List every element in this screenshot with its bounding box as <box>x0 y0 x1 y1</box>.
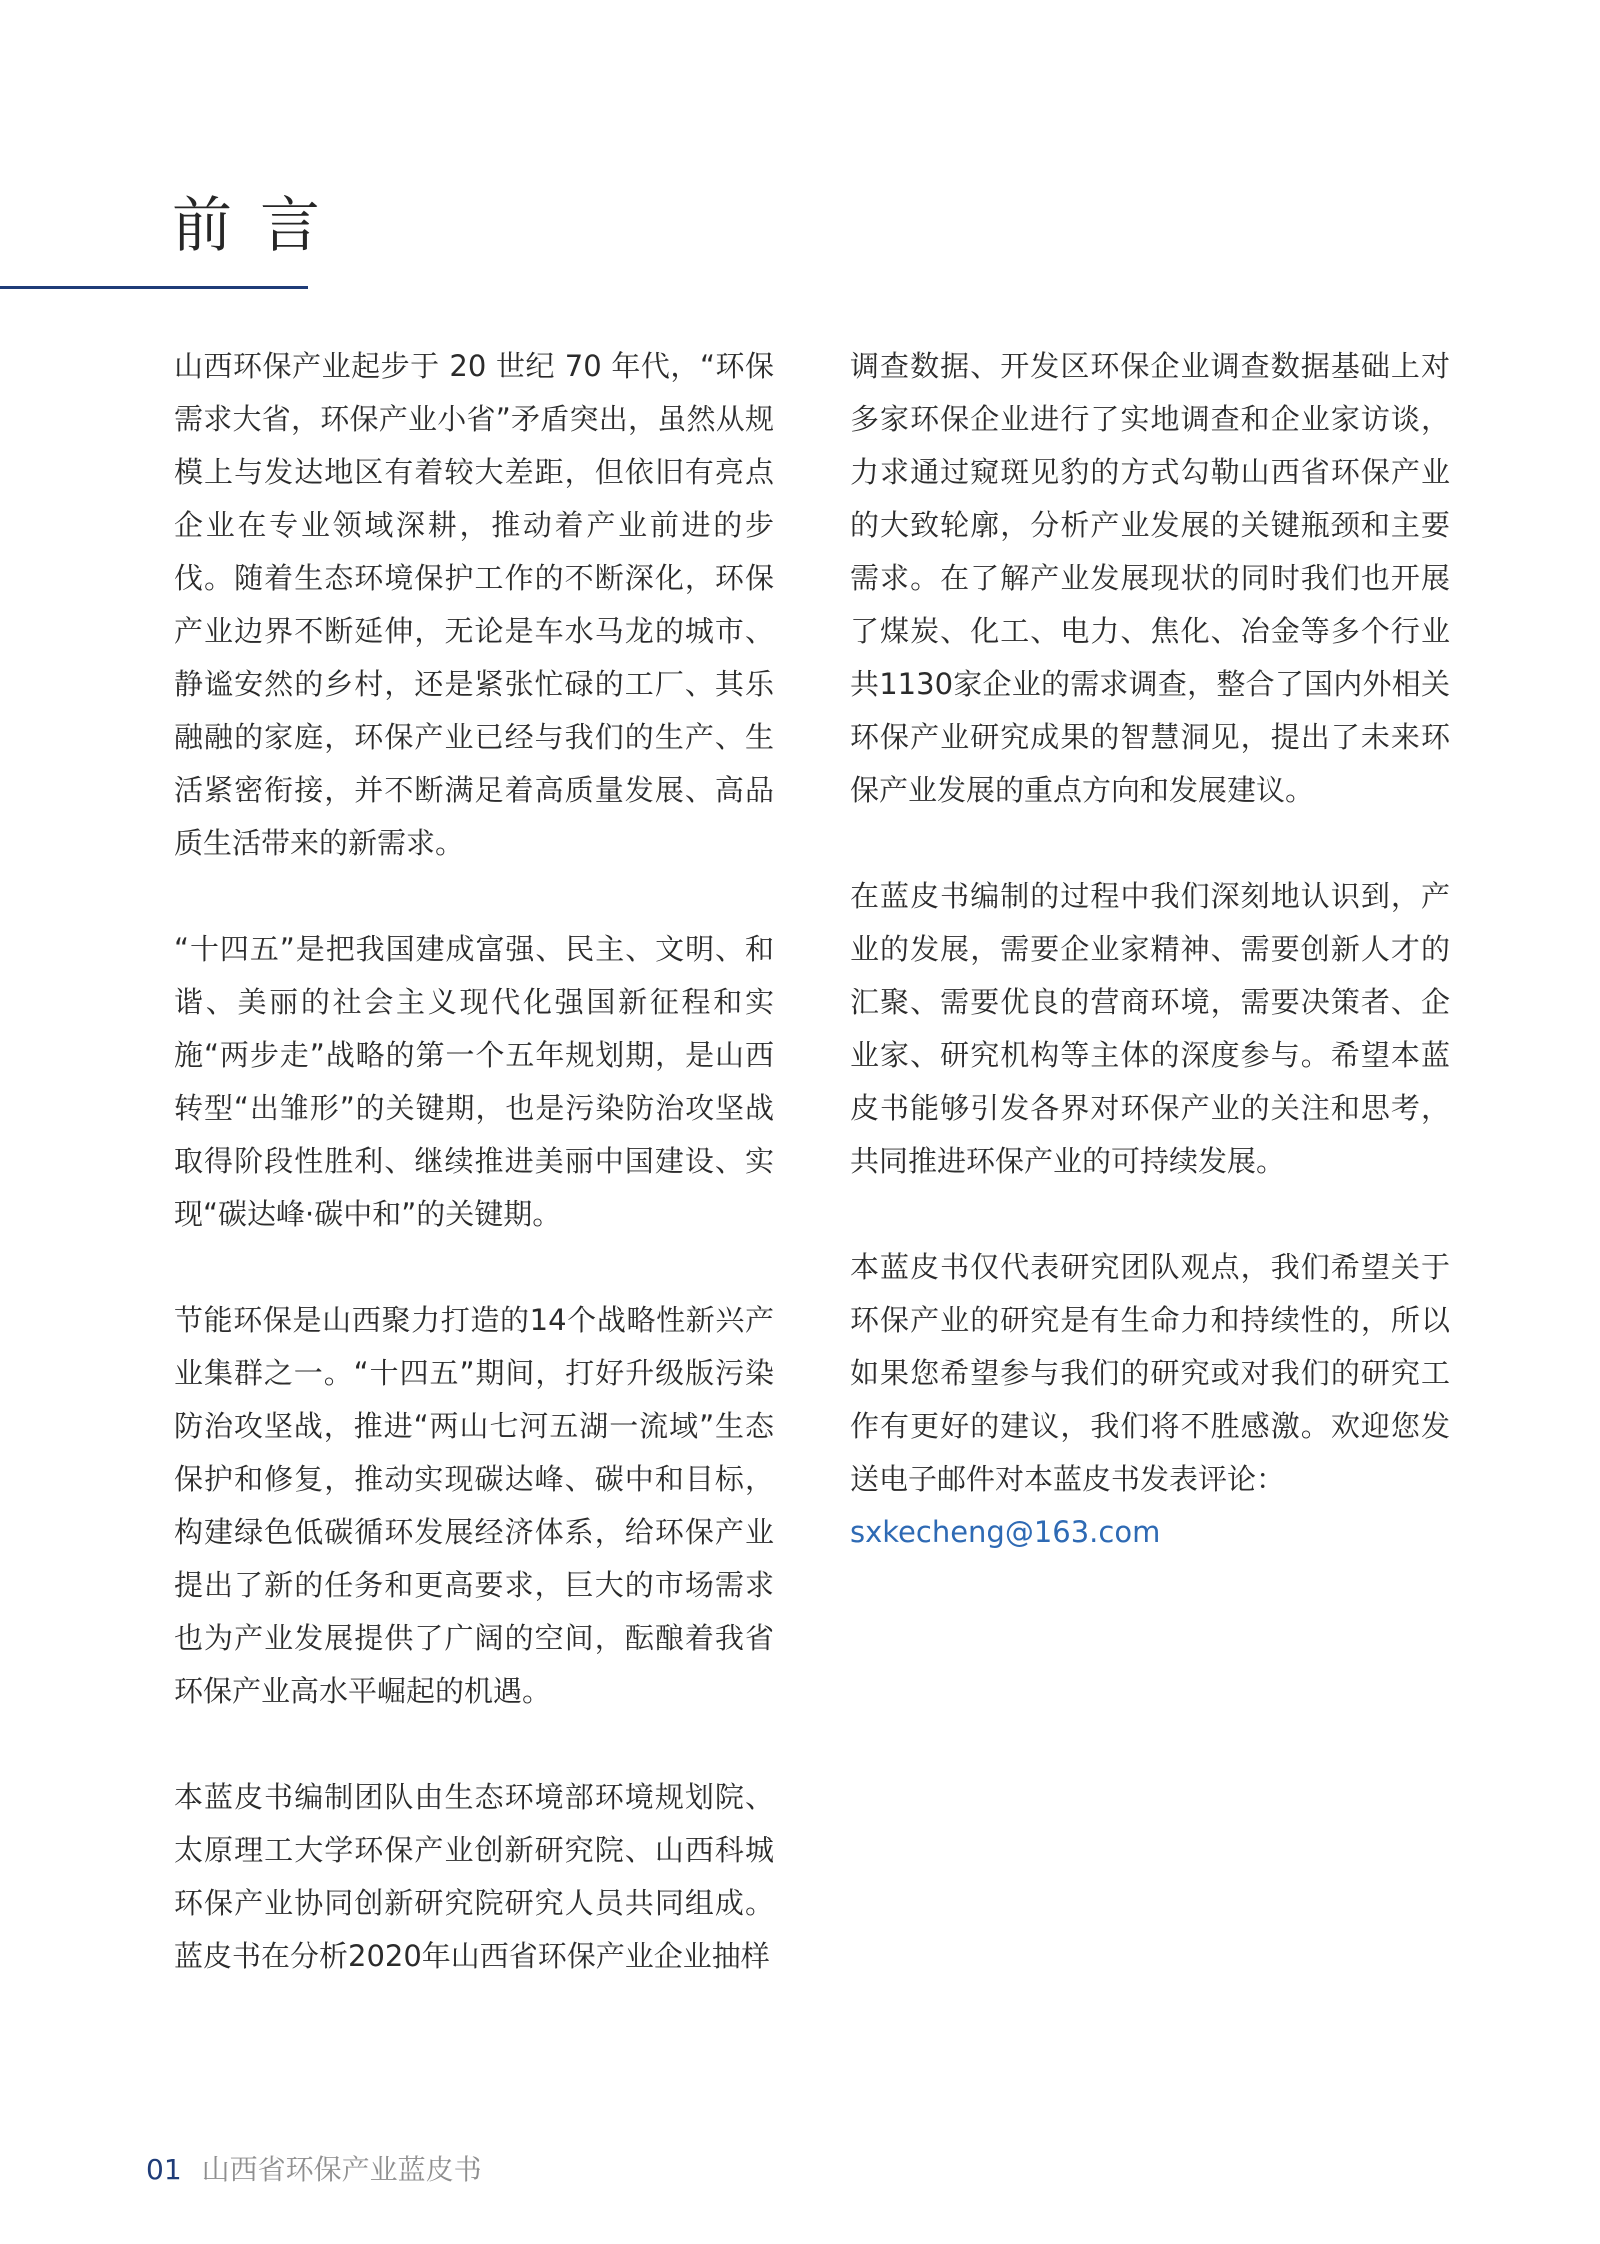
paragraph-industry-origin: 山西环保产业起步于 20 世纪 70 年代，“环保需求大省，环保产业小省”矛盾突出，虽然从规模上与发达地区有着较大差距，但依旧有亮点企业在专业领域深耕，推动着产业前进的步伐。随着生态环境保护工作的不断深化，环保产业边界不断延伸，无论是车水马龙的城市、静谧安然的乡村，还是紧张忙碌的工厂、其乐融融的家庭，环保产业已经与我们的生产、生活紧密衔接，并不断满足着高质量发展、高品质生活带来的新需求。 <box>174 349 774 860</box>
paragraph-feedback-invitation: 本蓝皮书仅代表研究团队观点，我们希望关于环保产业的研究是有生命力和持续性的，所以如果您希望参与我们的研究或对我们的研究工作有更好的建议，我们将不胜感激。欢迎您发送电子邮件对本蓝皮书发表评论： <box>850 1250 1450 1496</box>
email-link[interactable]: sxkecheng@163.com <box>850 1515 1161 1549</box>
paragraph-industry-needs: 在蓝皮书编制的过程中我们深刻地认识到，产业的发展，需要企业家精神、需要创新人才的汇聚、需要优良的营商环境，需要决策者、企业家、研究机构等主体的深度参与。希望本蓝皮书能够引发各界对环保产业的关注和思考，共同推进环保产业的可持续发展。 <box>850 879 1450 1178</box>
right-column <box>850 340 1450 1559</box>
paragraph-survey-continuation: 调查数据、开发区环保企业调查数据基础上对多家环保企业进行了实地调查和企业家访谈，力求通过窥斑见豹的方式勾勒山西省环保产业的大致轮廓，分析产业发展的关键瓶颈和主要需求。在了解产业发展现状的同时我们也开展了煤炭、化工、电力、焦化、冶金等多个行业共1130家企业的需求调查，整合了国内外相关环保产业研究成果的智慧洞见，提出了未来环保产业发展的重点方向和发展建议。 <box>850 349 1450 807</box>
paragraph-editorial-team: 本蓝皮书编制团队由生态环境部环境规划院、太原理工大学环保产业创新研究院、山西科城环保产业协同创新研究院研究人员共同组成。蓝皮书在分析2020年山西省环保产业企业抽样 <box>174 1780 774 1973</box>
page-number: 01 <box>146 2153 182 2186</box>
report-title: 山西省环保产业蓝皮书 <box>201 2153 482 2186</box>
page-title: 前言 <box>172 191 348 261</box>
left-column <box>174 340 774 1983</box>
title-underline <box>0 286 308 289</box>
paragraph-fourteenth-plan: “十四五”是把我国建成富强、民主、文明、和谐、美丽的社会主义现代化强国新征程和实施“两步走”战略的第一个五年规划期，是山西转型“出雏形”的关键期，也是污染防治攻坚战取得阶段性胜利、继续推进美丽中国建设、实现“碳达峰·碳中和”的关键期。 <box>174 932 774 1231</box>
page-footer <box>146 2153 482 2186</box>
paragraph-energy-saving: 节能环保是山西聚力打造的14个战略性新兴产业集群之一。“十四五”期间，打好升级版污染防治攻坚战，推进“两山七河五湖一流域”生态保护和修复，推动实现碳达峰、碳中和目标，构建绿色低碳循环发展经济体系，给环保产业提出了新的任务和更高要求，巨大的市场需求也为产业发展提供了广阔的空间，酝酿着我省环保产业高水平崛起的机遇。 <box>174 1303 774 1708</box>
